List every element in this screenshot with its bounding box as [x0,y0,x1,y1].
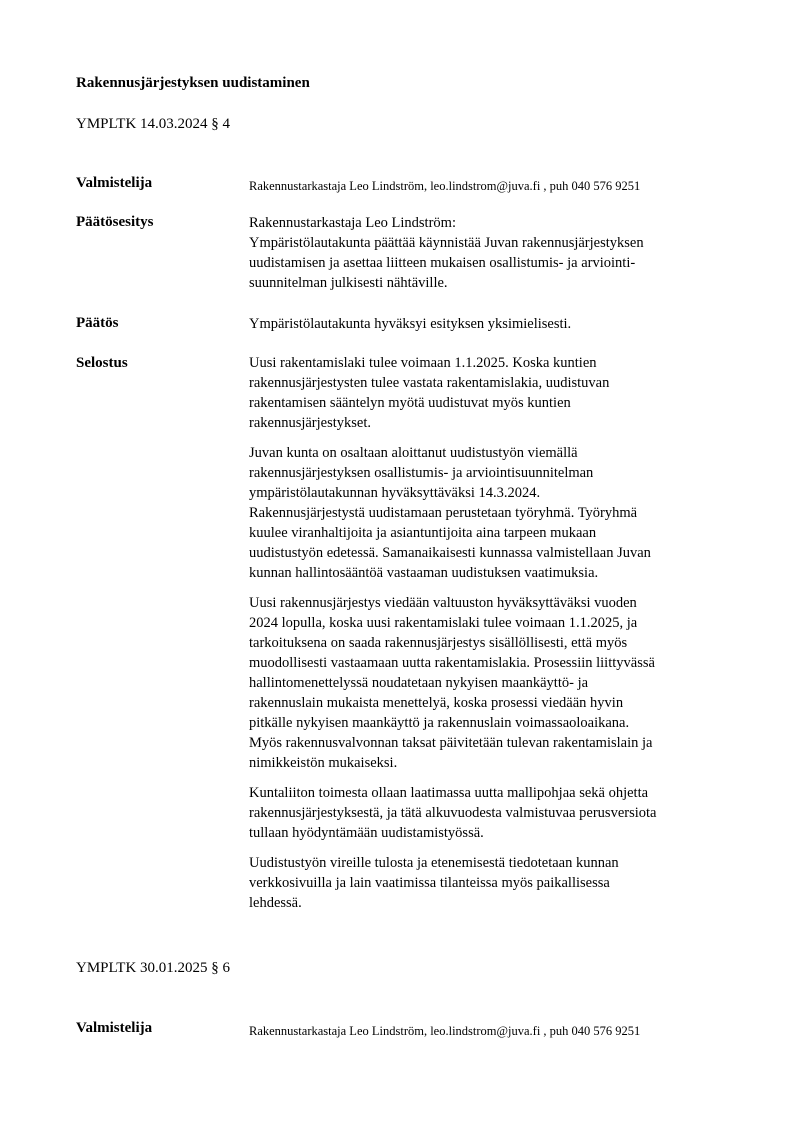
text-line: rakennuslain mukaista menettelyä, koska prosessi viedään hyvin [249,695,624,711]
text-line: tarkoituksena on saada rakennusjärjestys sisällöllisesti, että myös [249,635,628,651]
text-line: Uudistustyön vireille tulosta ja etenemisestä tiedotetaan kunnan [249,855,619,871]
text-line: rakennusjärjestyksestä, ja tätä alkuvuodesta valmistuvaa perusversiota [249,805,657,821]
text-line: Kuntaliiton toimesta ollaan laatimassa uutta mallipohjaa sekä ohjetta [249,785,649,801]
selostus-label: Selostus [76,355,128,371]
text-line: rakennusjärjestyksen osallistumis- ja arviointisuunnitelman [249,465,594,481]
text-line: kunnan hallintosääntöä vastaaman uudistuksen vaatimuksia. [249,565,599,581]
selostus-paragraph-4 [249,783,749,843]
text-line: rakennusjärjestykset. [249,415,372,431]
selostus-paragraph-2 [249,443,749,583]
meeting-reference-2: YMPLTK 30.01.2025 § 6 [76,960,231,976]
text-line: rakentamisen sääntelyn myötä uudistuvat myös kuntien [249,395,571,411]
paatosesitys-line: suunnitelman julkisesti nähtäville. [249,275,448,291]
paatosesitys-line: Rakennustarkastaja Leo Lindström: [249,215,456,231]
text-line: 2024 lopulla, koska uusi rakentamislaki tulee voimaan 1.1.2025, ja [249,615,638,631]
valmistelija-label-2: Valmistelija [76,1020,153,1036]
valmistelija-label: Valmistelija [76,175,153,191]
paatos-value: Ympäristölautakunta hyväksyi esityksen yksimielisesti. [249,316,572,332]
text-line: uudistustyön edetessä. Samanaikaisesti kunnassa valmistellaan Juvan [249,545,651,561]
text-line: kuulee viranhaltijoita ja asiantuntijoita aina tarpeen mukaan [249,525,597,541]
selostus-paragraph-3 [249,593,749,773]
valmistelija-value-2: Rakennustarkastaja Leo Lindström, leo.lindstrom@juva.fi , puh 040 576 9251 [249,1024,641,1038]
selostus-paragraph-1 [249,353,749,433]
text-line: verkkosivuilla ja lain vaatimissa tilanteissa myös paikallisessa [249,875,610,891]
text-line: ympäristölautakunnan hyväksyttäväksi 14.3.2024. [249,485,541,501]
meeting-reference-1: YMPLTK 14.03.2024 § 4 [76,116,231,132]
text-line: Uusi rakennusjärjestys viedään valtuuston hyväksyttäväksi vuoden [249,595,637,611]
text-line: Myös rakennusvalvonnan taksat päivitetään tulevan rakentamislain ja [249,735,653,751]
selostus-text [249,353,749,923]
text-line: muodollisesti vastaamaan uutta rakentamislakia. Prosessiin liittyvässä [249,655,655,671]
paatosesitys-text [249,213,749,303]
valmistelija-value: Rakennustarkastaja Leo Lindström, leo.lindstrom@juva.fi , puh 040 576 9251 [249,179,641,193]
selostus-paragraph-5 [249,853,749,913]
paatosesitys-line: Ympäristölautakunta päättää käynnistää Juvan rakennusjärjestyksen [249,235,644,251]
text-line: Uusi rakentamislaki tulee voimaan 1.1.2025. Koska kuntien [249,355,597,371]
text-line: nimikkeistön mukaiseksi. [249,755,398,771]
document-title: Rakennusjärjestyksen uudistaminen [76,75,310,91]
text-line: hallintomenettelyssä noudatetaan nykyisen maankäyttö- ja [249,675,589,691]
text-line: Juvan kunta on osaltaan aloittanut uudistustyön viemällä [249,445,578,461]
paatosesitys-label: Päätösesitys [76,214,154,230]
text-line: lehdessä. [249,895,302,911]
paatosesitys-line: uudistamisen ja asettaa liitteen mukaisen osallistumis- ja arviointi- [249,255,636,271]
text-line: rakennusjärjestysten tulee vastata rakentamislakia, uudistuvan [249,375,610,391]
paatos-label: Päätös [76,315,119,331]
text-line: tullaan hyödyntämään uudistamistyössä. [249,825,484,841]
text-line: pitkälle nykyisen maankäyttö ja rakennuslain voimassaoloaikana. [249,715,630,731]
text-line: Rakennusjärjestystä uudistamaan perustetaan työryhmä. Työryhmä [249,505,638,521]
